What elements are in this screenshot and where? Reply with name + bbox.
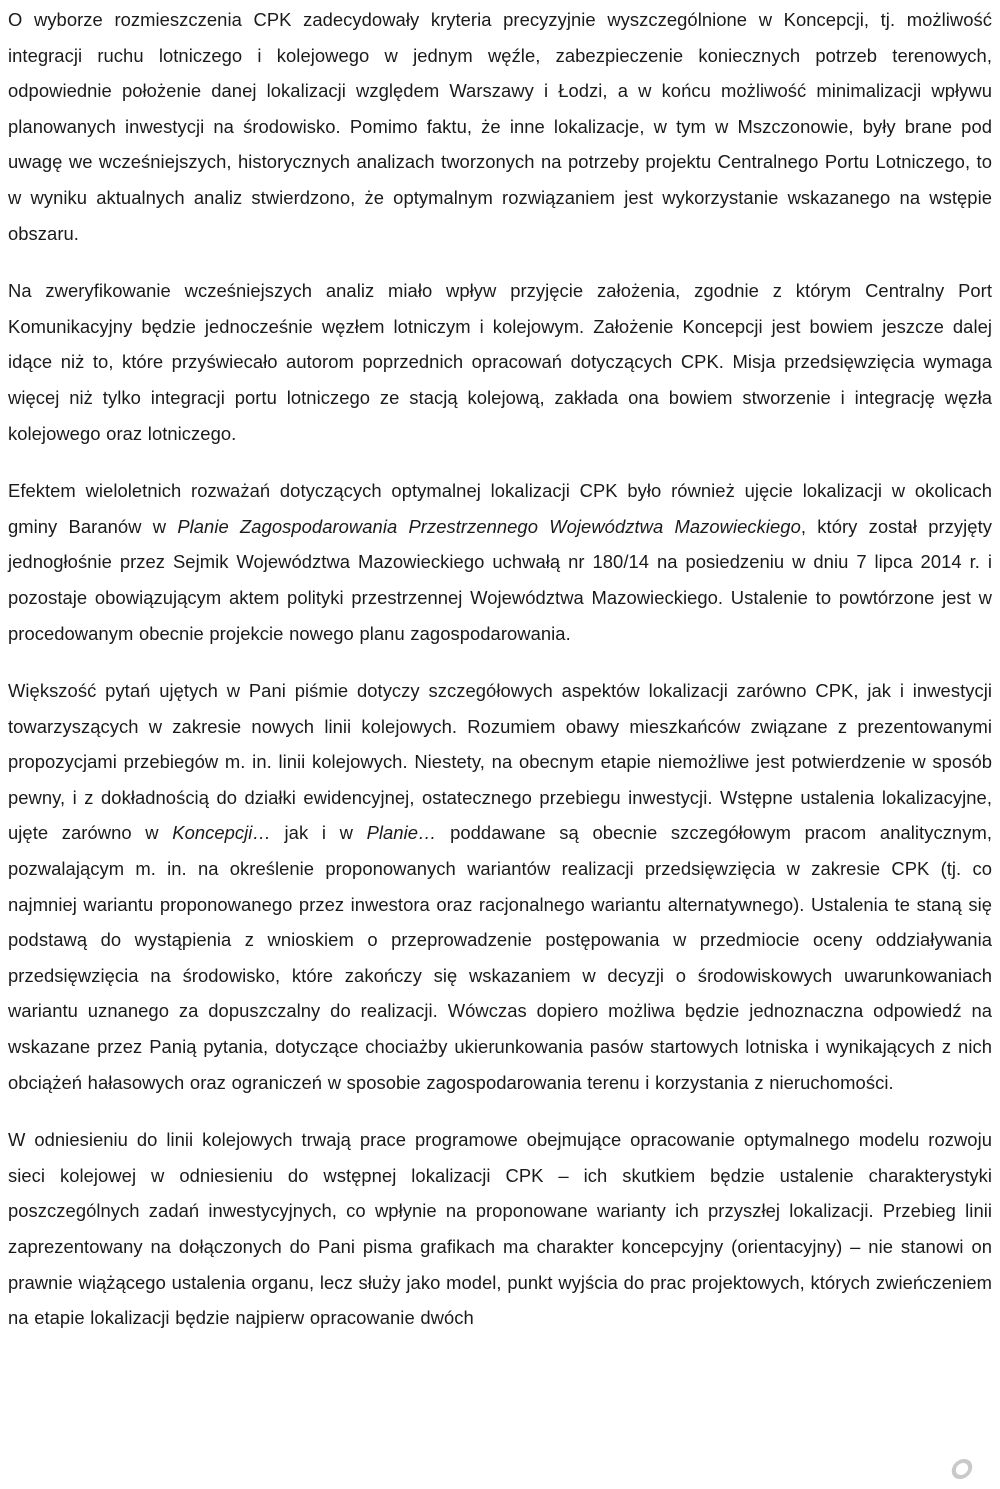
paragraph-weryfikacja-analiz	[8, 273, 992, 451]
paragraph-text: W odniesieniu do linii kolejowych trwają prace programowe obejmujące opracowanie optymalnego modelu rozwoju sieci kolejowej w odniesieniu do wstępnej lokalizacji CPK – ich skutkiem będzie ustalenie charakterystyki poszczególnych zadań inwestycyjnych, co wpłynie na proponowane warianty ich przyszłej lokalizacji. Przebieg linii zaprezentowany na dołączonych do Pani pisma grafikach ma charakter koncepcyjny (orientacyjny) – nie stanowi on prawnie wiążącego ustalenia organu, lecz służy jako model, punkt wyjścia do prac projektowych, których zwieńczeniem na etapie lokalizacji będzie najpierw opracowanie dwóch	[8, 1129, 992, 1329]
paragraph-linie-kolejowe	[8, 1122, 992, 1336]
paragraph-text: Większość pytań ujętych w Pani piśmie dotyczy szczegółowych aspektów lokalizacji zarówno CPK, jak i inwestycji towarzyszących w zakresie nowych linii kolejowych. Rozumiem obawy mieszkańców związane z prezentowanymi propozycjami przebiegów m. in. linii kolejowych. Niestety, na obecnym etapie niemożliwe jest potwierdzenie w sposób pewny, i z dokładnością do działki ewidencyjnej, ostatecznego przebiegu inwestycji. Wstępne ustalenia lokalizacyjne, ujęte zarówno w	[8, 680, 992, 844]
paragraph-kryteria-lokalizacji	[8, 2, 992, 251]
koncepcja-reference-italic: Koncepcji…	[172, 822, 271, 844]
page-corner-mark-icon	[950, 1459, 974, 1479]
paragraph-plan-zagospodarowania	[8, 473, 992, 651]
paragraph-text: Efektem wieloletnich rozważań dotyczących optymalnej lokalizacji CPK było również ujęcie lokalizacji w okolicach gminy Baranów w	[8, 480, 992, 537]
document-page	[8, 2, 992, 1336]
paragraph-text: , który został przyjęty jednogłośnie przez Sejmik Województwa Mazowieckiego uchwałą nr 180/14 na posiedzeniu w dniu 7 lipca 2014 r. i pozostaje obowiązującym aktem polityki przestrzennej Województwa Mazowieckiego. Ustalenie to powtórzone jest w procedowanym obecnie projekcie nowego planu zagospodarowania.	[8, 515, 992, 644]
plan-title-italic: Planie Zagospodarowania Przestrzennego Województwa Mazowieckiego	[177, 515, 801, 537]
paragraph-text: O wyborze rozmieszczenia CPK zadecydowały kryteria precyzyjnie wyszczególnione w Koncepcji, tj. możliwość integracji ruchu lotniczego i kolejowego w jednym węźle, zabezpieczenie koniecznych potrzeb terenowych, odpowiednie położenie danej lokalizacji względem Warszawy i Łodzi, a w końcu możliwość minimalizacji wpływu planowanych inwestycji na środowisko. Pomimo faktu, że inne lokalizacje, w tym w Mszczonowie, były brane pod uwagę we wcześniejszych, historycznych analizach tworzonych na potrzeby projektu Centralnego Portu Lotniczego, to w wyniku aktualnych analiz stwierdzono, że optymalnym rozwiązaniem jest wykorzystanie wskazanego na wstępie obszaru.	[8, 9, 992, 244]
paragraph-text: poddawane są obecnie szczegółowym pracom analitycznym, pozwalającym m. in. na określenie proponowanych wariantów realizacji przedsięwzięcia w zakresie CPK (tj. co najmniej wariantu proponowanego przez inwestora oraz racjonalnego wariantu alternatywnego). Ustalenia te staną się podstawą do wystąpienia z wnioskiem o przeprowadzenie postępowania w przedmiocie oceny oddziaływania przedsięwzięcia na środowisko, które zakończy się wskazaniem w decyzji o środowiskowych uwarunkowaniach wariantu uznanego za dopuszczalny do realizacji. Wówczas dopiero możliwa będzie jednoznaczna odpowiedź na wskazane przez Panią pytania, dotyczące chociażby ukierunkowania pasów startowych lotniska i wynikających z nich obciążeń hałasowych oraz ograniczeń w sposobie zagospodarowania terenu i korzystania z nieruchomości.	[8, 822, 992, 1093]
plan-reference-italic: Planie…	[366, 822, 437, 844]
paragraph-text: Na zweryfikowanie wcześniejszych analiz miało wpływ przyjęcie założenia, zgodnie z którym Centralny Port Komunikacyjny będzie jednocześnie węzłem lotniczym i kolejowym. Założenie Koncepcji jest bowiem jeszcze dalej idące niż to, które przyświecało autorom poprzednich opracowań dotyczących CPK. Misja przedsięwzięcia wymaga więcej niż tylko integracji portu lotniczego ze stacją kolejową, zakłada ona bowiem stworzenie i integrację węzła kolejowego oraz lotniczego.	[8, 280, 992, 444]
paragraph-text: jak i w	[270, 822, 367, 844]
paragraph-pytania-lokalizacja	[8, 673, 992, 1100]
